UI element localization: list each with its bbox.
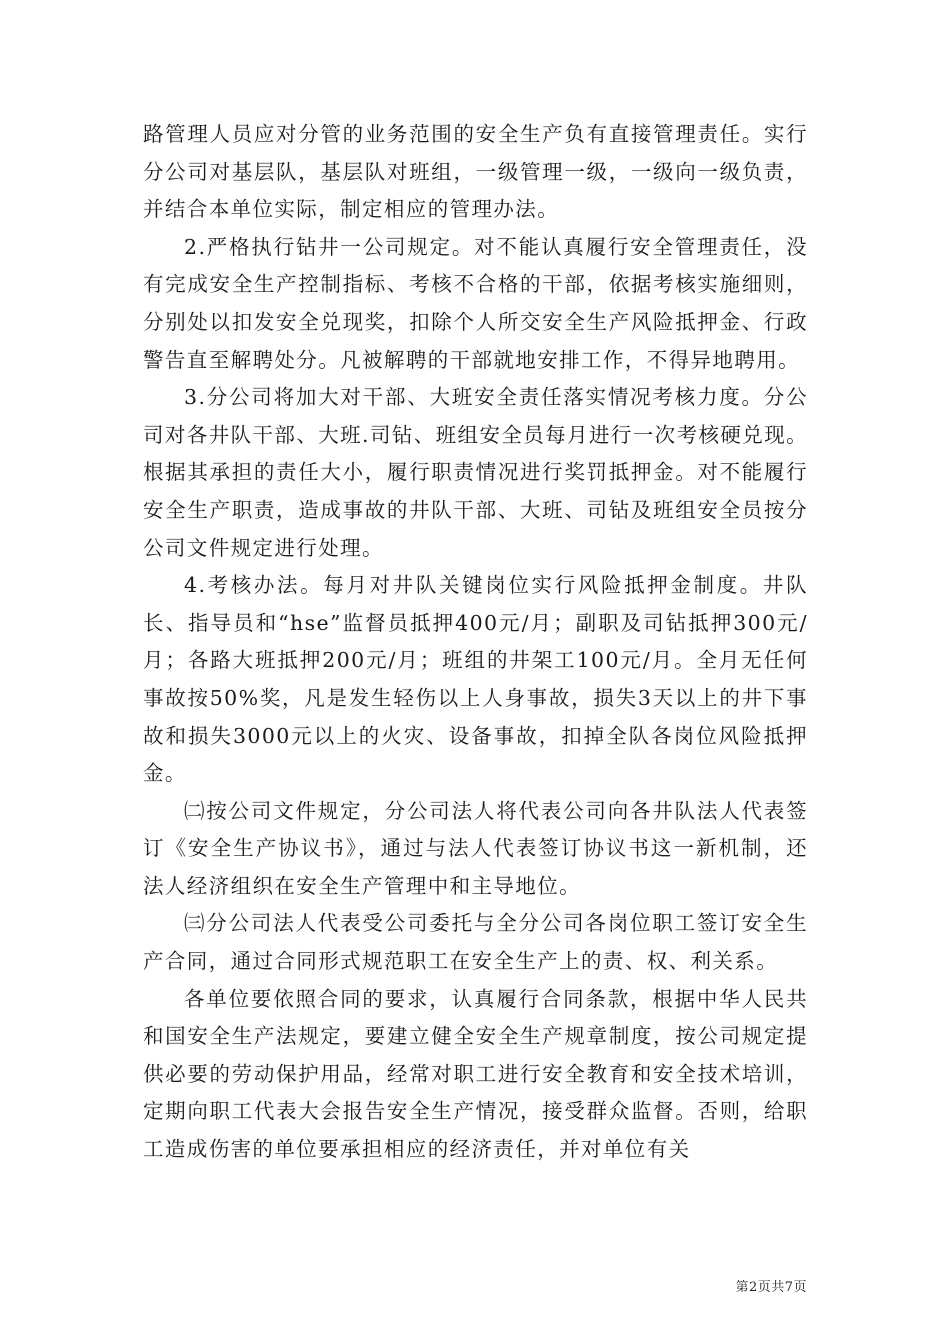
paragraph-4: 4.考核办法。每月对井队关键岗位实行风险抵押金制度。井队长、指导员和“hse”监督员抵押400元/月；副职及司钻抵押300元/月；各路大班抵押200元/月；班组的井架工100元/月。全月无任何事故按50%奖，凡是发生轻伤以上人身事故，损失3天以上的井下事故和损失3000元以上的火灾、设备事故，扣掉全队各岗位风险抵押金。 (143, 573, 808, 786)
paragraph-6: ㈢分公司法人代表受公司委托与全分公司各岗位职工签订安全生产合同，通过合同形式规范职工在安全生产上的责、权、利关系。 (143, 911, 808, 974)
paragraph-7: 各单位要依照合同的要求，认真履行合同条款，根据中华人民共和国安全生产法规定，要建立健全安全生产规章制度，按公司规定提供必要的劳动保护用品，经常对职工进行安全教育和安全技术培训，定期向职工代表大会报告安全生产情况，接受群众监督。否则，给职工造成伤害的单位要承担相应的经济责任，并对单位有关 (143, 986, 808, 1162)
body-text (143, 116, 808, 1169)
paragraph-5: ㈡按公司文件规定，分公司法人将代表公司向各井队法人代表签订《安全生产协议书》，通过与法人代表签订协议书这一新机制，还法人经济组织在安全生产管理中和主导地位。 (143, 798, 808, 898)
page-number-footer: 第2页共7页 (735, 1280, 807, 1295)
paragraph-1: 路管理人员应对分管的业务范围的安全生产负有直接管理责任。实行分公司对基层队，基层队对班组，一级管理一级，一级向一级负责，并结合本单位实际，制定相应的管理办法。 (143, 122, 808, 222)
paragraph-2: 2.严格执行钻井一公司规定。对不能认真履行安全管理责任，没有完成安全生产控制指标、考核不合格的干部，依据考核实施细则，分别处以扣发安全兑现奖，扣除个人所交安全生产风险抵押金、行政警告直至解聘处分。凡被解聘的干部就地安排工作，不得异地聘用。 (143, 234, 808, 372)
paragraph-3: 3.分公司将加大对干部、大班安全责任落实情况考核力度。分公司对各井队干部、大班.司钻、班组安全员每月进行一次考核硬兑现。根据其承担的责任大小，履行职责情况进行奖罚抵押金。对不能履行安全生产职责，造成事故的井队干部、大班、司钻及班组安全员按分公司文件规定进行处理。 (143, 385, 808, 560)
